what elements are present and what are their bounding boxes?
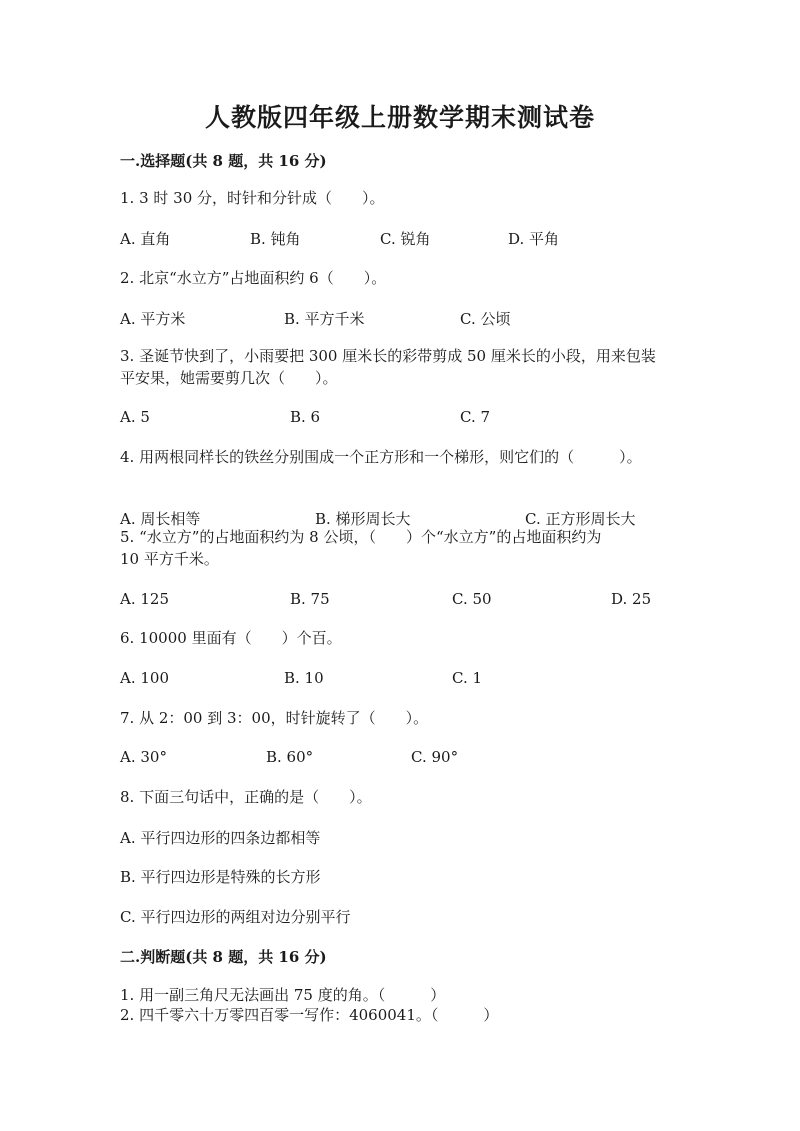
- question-5-line-2: 10 平方千米。: [120, 550, 219, 568]
- question-2: 2. 北京“水立方”占地面积约 6（ ）。: [120, 269, 387, 287]
- section-heading-choice: 一.选择题(共 8 题，共 16 分): [120, 152, 327, 170]
- q7-option-c: C. 90°: [411, 748, 459, 766]
- q6-option-b: B. 10: [284, 669, 324, 687]
- question-6: 6. 10000 里面有（ ）个百。: [120, 629, 342, 647]
- judgment-2: 2. 四千零六十万零四百零一写作：4060041。（ ）: [120, 1006, 499, 1024]
- q1-option-c: C. 锐角: [380, 230, 431, 248]
- q1-option-d: D. 平角: [508, 230, 560, 248]
- q2-option-c: C. 公顷: [460, 310, 511, 328]
- q6-option-a: A. 100: [120, 669, 169, 687]
- q1-option-b: B. 钝角: [250, 230, 301, 248]
- question-8: 8. 下面三句话中，正确的是（ ）。: [120, 788, 372, 806]
- question-1: 1. 3 时 30 分，时针和分针成（ ）。: [120, 189, 385, 207]
- q5-option-d: D. 25: [611, 590, 652, 608]
- q5-option-a: A. 125: [120, 590, 169, 608]
- q5-option-c: C. 50: [452, 590, 492, 608]
- q3-option-c: C. 7: [460, 408, 491, 426]
- q1-option-a: A. 直角: [120, 230, 171, 248]
- q8-option-a: A. 平行四边形的四条边都相等: [120, 829, 321, 847]
- q7-option-a: A. 30°: [120, 748, 167, 766]
- question-7: 7. 从 2：00 到 3：00，时针旋转了（ ）。: [120, 709, 429, 727]
- q2-option-b: B. 平方千米: [284, 310, 365, 328]
- q8-option-c: C. 平行四边形的两组对边分别平行: [120, 908, 351, 926]
- q8-option-b: B. 平行四边形是特殊的长方形: [120, 868, 321, 886]
- question-5-line-1: 5. “水立方”的占地面积约为 8 公顷，（ ）个“水立方”的占地面积约为: [120, 528, 602, 546]
- q6-option-c: C. 1: [452, 669, 483, 687]
- q5-option-b: B. 75: [290, 590, 330, 608]
- q4-option-b: B. 梯形周长大: [315, 510, 411, 528]
- page-title: 人教版四年级上册数学期末测试卷: [204, 103, 595, 132]
- question-3-line-2: 平安果，她需要剪几次（ ）。: [120, 369, 338, 387]
- judgment-1: 1. 用一副三角尺无法画出 75 度的角。（ ）: [120, 986, 446, 1004]
- q2-option-a: A. 平方米: [120, 310, 186, 328]
- q4-option-c: C. 正方形周长大: [525, 510, 636, 528]
- question-4: 4. 用两根同样长的铁丝分别围成一个正方形和一个梯形，则它们的（ ）。: [120, 448, 642, 466]
- question-3-line-1: 3. 圣诞节快到了，小雨要把 300 厘米长的彩带剪成 50 厘米长的小段，用来包装: [120, 347, 656, 365]
- q7-option-b: B. 60°: [266, 748, 314, 766]
- q4-option-a: A. 周长相等: [120, 510, 201, 528]
- q3-option-a: A. 5: [120, 408, 150, 426]
- q3-option-b: B. 6: [290, 408, 321, 426]
- section-heading-judgment: 二.判断题(共 8 题，共 16 分): [120, 948, 327, 966]
